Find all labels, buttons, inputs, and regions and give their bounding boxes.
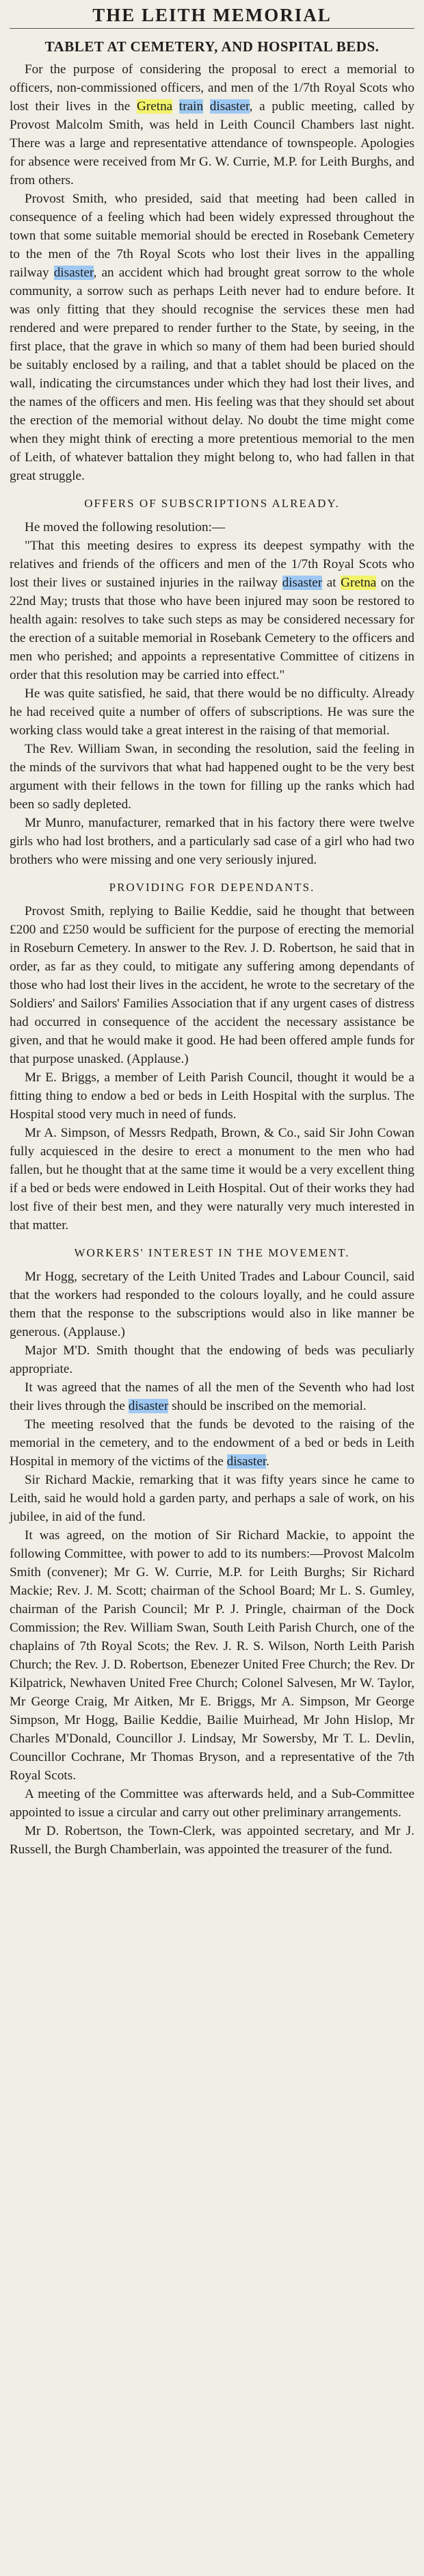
paragraph-mackie: Sir Richard Mackie, remarking that it was fifty years since he came to Leith, said he would hold a garden party, and perhaps a sale of work, on his jubilee, in aid of the fund. bbox=[10, 1473, 414, 1524]
highlight-disaster: disaster bbox=[128, 1399, 169, 1413]
highlight-disaster: disaster bbox=[282, 576, 323, 590]
highlight-gretna: Gretna bbox=[341, 576, 377, 590]
paragraph-provost-speech: Provost Smith, who presided, said that meeting had been called in consequence of a feeling which had been widely expressed throughout the town that some suitable memorial should be erected in Rosebank Cemetery to the men of the 7th Royal Scots who lost their lives in the appalling railway disaster, an accident which had brought great sorrow to the whole community, a sorrow such as perhaps Leith never had to endure before. It was only fitting that they should recognise the services these men had rendered and were prepared to render further to the State, by seeing, in the first place, that the grave in which so many of them had been buried should be suitably enclosed by a railing, and that a tablet should be placed on the wall, indicating the circumstances under which they had lost their lives, and the names of the officers and men. His feeling was that they should set about the erection of the memorial without delay. No doubt the time might come when they might think of erecting a more pretentious memorial to the men of Leith, of whatever battalion they might belong to, who had fallen in that great struggle. bbox=[10, 192, 414, 483]
paragraph-major-smith: Major M'D. Smith thought that the endowing of beds was peculiarly appropriate. bbox=[10, 1343, 414, 1376]
paragraph-names-agreed: It was agreed that the names of all the men of the Seventh who had lost their lives through the disaster should be inscribed on the memorial. bbox=[10, 1380, 414, 1413]
subheading-workers: WORKERS' INTEREST IN THE MOVEMENT. bbox=[74, 1246, 350, 1259]
paragraph-committee: It was agreed, on the motion of Sir Richard Mackie, to appoint the following Committee, with power to add to its numbers:—Provost Malcolm Smith (convener); Mr G. W. Currie, M.P. for Leith Burghs; Sir Richard Mackie; Rev. J. M. Scott; chairman of the School Board; Mr L. S. Gumley, chairman of the Parish Council; Mr P. J. Pringle, chairman of the Dock Commission; the Rev. William Swan, South Leith Parish Church, one of the chaplains of 7th Royal Scots; the Rev. J. R. S. Wilson, North Leith Parish Church; the Rev. J. D. Robertson, Ebenezer United Free Church; the Rev. Dr Kilpatrick, Newhaven United Free Church; Colonel Salvesen, Mr W. Taylor, Mr George Craig, Mr Aitken, Mr E. Briggs, Mr A. Simpson, Mr George Simpson, Mr Hogg, Bailie Keddie, Bailie Muirhead, Mr John Hislop, Mr Charles M'Donald, Councillor J. Lindsay, Mr Sowersby, Mr T. L. Devlin, Councillor Cochrane, Mr Thomas Bryson, and a representative of the 7th Royal Scots. bbox=[10, 1528, 414, 1783]
headline: TABLET AT CEMETERY, AND HOSPITAL BEDS. bbox=[44, 38, 380, 55]
highlight-train: train bbox=[178, 99, 204, 114]
subheading-offers: OFFERS OF SUBSCRIPTIONS ALREADY. bbox=[84, 497, 340, 510]
paragraph-simpson: Mr A. Simpson, of Messrs Redpath, Brown, & Co., said Sir John Cowan fully acquiesced in the desire to erect a monument to the men who had fallen, but he thought that at the same time it would be a very excellent thing if a bed or beds were endowed in Leith Hospital. Out of their works they had lost five of their best men, and they were naturally very much interested in that matter. bbox=[10, 1126, 414, 1233]
paragraph-hogg: Mr Hogg, secretary of the Leith United Trades and Labour Council, said that the workers had responded to the colours loyally, and he could assure them that the response to the subscriptions would also in like manner be generous. (Applause.) bbox=[10, 1270, 414, 1339]
highlight-gretna: Gretna bbox=[137, 99, 173, 114]
highlight-disaster: disaster bbox=[209, 99, 250, 114]
paragraph-resolution: "That this meeting desires to express its deepest sympathy with the relatives and friends of the officers and men of the 1/7th Royal Scots who lost their lives or sustained injuries in the railway disaster at Gretna on the 22nd May; trusts that those who have been injured may soon be restored to health again: resolves to take such steps as may be considered necessary for the erection of a suitable memorial in Rosebank Cemetery to the officers and men who perished; and appoints a representative Committee of citizens in order that this resolution may be carried into effect." bbox=[10, 539, 414, 682]
paragraph-funds-resolved: The meeting resolved that the funds be devoted to the raising of the memorial in the cemetery, and to the endowment of a bed or beds in Leith Hospital in memory of the victims of the disaster. bbox=[10, 1417, 414, 1469]
masthead-rule bbox=[10, 28, 414, 29]
paragraph-moved: He moved the following resolution:— bbox=[25, 520, 226, 534]
paragraph-swan: The Rev. William Swan, in seconding the resolution, said the feeling in the minds of the survivors that what had happened ought to be the very best argument with their fellows in the town for filling up the ranks which had been so sadly depleted. bbox=[10, 742, 414, 812]
paragraph-secretary: Mr D. Robertson, the Town-Clerk, was appointed secretary, and Mr J. Russell, the Burgh Chamberlain, was appointed the treasurer of the fund. bbox=[10, 1824, 414, 1857]
paragraph-intro: For the purpose of considering the proposal to erect a memorial to officers, non-commissioned officers, and men of the 1/7th Royal Scots who lost their lives in the Gretna train disaster, a public meeting, called by Provost Malcolm Smith, was held in Leith Council Chambers last night. There was a large and representative attendance of townspeople. Apologies for absence were received from Mr G. W. Currie, M.P. for Leith Burghs, and from others. bbox=[10, 62, 415, 188]
paragraph-briggs: Mr E. Briggs, a member of Leith Parish Council, thought it would be a fitting thing to endow a bed or beds in Leith Hospital with the surplus. The Hospital stood very much in need of funds. bbox=[10, 1070, 414, 1122]
subheading-dependants: PROVIDING FOR DEPENDANTS. bbox=[109, 881, 315, 894]
highlight-disaster: disaster bbox=[226, 1454, 267, 1469]
paragraph-subscriptions: He was quite satisfied, he said, that there would be no difficulty. Already he had received quite a number of offers of subscriptions. He was sure the working class would take a great interest in the raising of that memorial. bbox=[10, 686, 414, 738]
paragraph-munro: Mr Munro, manufacturer, remarked that in his factory there were twelve girls who had lost brothers, and a particularly sad case of a girl who had two brothers who were missing and one very seriously injured. bbox=[10, 816, 414, 867]
masthead: THE LEITH MEMORIAL bbox=[92, 5, 332, 25]
paragraph-subcommittee: A meeting of the Committee was afterwards held, and a Sub-Committee appointed to issue a circular and carry out other preliminary arrangements. bbox=[10, 1787, 414, 1820]
highlight-disaster: disaster bbox=[53, 266, 94, 280]
paragraph-provost-reply: Provost Smith, replying to Bailie Keddie, said he thought that between £200 and £250 would be sufficient for the purpose of erecting the memorial in Roseburn Cemetery. In answer to the Rev. J. D. Robertson, he said that in order, as far as they could, to mitigate any suffering among dependants of those who had lost their lives in the accident, he wrote to the secretary of the Soldiers' and Sailors' Families Association that if any urgent cases of distress had occurred in consequence of the accident the necessary assistance be given, and that he would make it good. He had been offered ample funds for that purpose unasked. (Applause.) bbox=[10, 904, 414, 1066]
